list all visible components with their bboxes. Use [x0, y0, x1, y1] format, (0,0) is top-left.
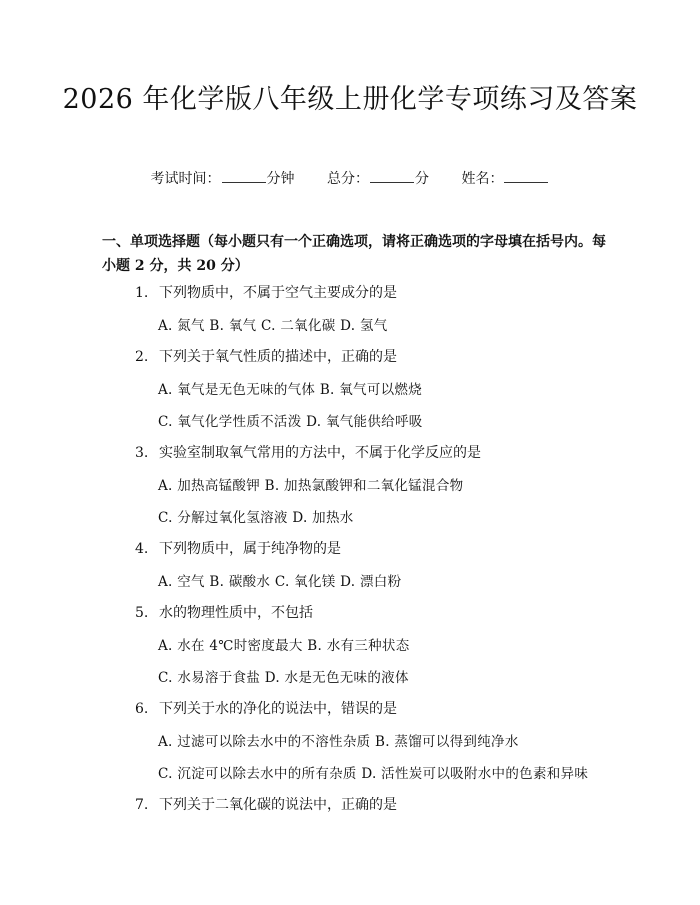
question-2: 2. 下列关于氧气性质的描述中，正确的是 — [135, 349, 397, 365]
question-5-options-cd: C. 水易溶于食盐 D. 水是无色无味的液体 — [158, 670, 409, 686]
question-7: 7. 下列关于二氧化碳的说法中，正确的是 — [135, 797, 397, 813]
time-blank — [222, 170, 266, 183]
score-blank — [370, 170, 414, 183]
section-heading: 一、单项选择题（每小题只有一个正确选项，请将正确选项的字母填在括号内。每小题 2 分，共 20 分） — [102, 234, 606, 274]
question-6: 6. 下列关于水的净化的说法中，错误的是 — [135, 701, 397, 717]
question-5-options-ab: A. 水在 4℃时密度最大 B. 水有三种状态 — [158, 638, 410, 654]
page-title: 2026 年化学版八年级上册化学专项练习及答案 — [62, 84, 638, 115]
question-3-options-ab: A. 加热高锰酸钾 B. 加热氯酸钾和二氧化锰混合物 — [158, 478, 464, 494]
question-4-options: A. 空气 B. 碳酸水 C. 氧化镁 D. 漂白粉 — [158, 574, 402, 590]
question-6-options-ab: A. 过滤可以除去水中的不溶性杂质 B. 蒸馏可以得到纯净水 — [158, 734, 519, 750]
exam-time: 考试时间： 分钟 — [150, 171, 295, 187]
question-3: 3. 实验室制取氧气常用的方法中，不属于化学反应的是 — [135, 445, 481, 461]
question-2-options-ab: A. 氧气是无色无味的气体 B. 氧气可以燃烧 — [158, 382, 423, 398]
question-6-options-cd: C. 沉淀可以除去水中的所有杂质 D. 活性炭可以吸附水中的色素和异味 — [158, 766, 589, 782]
question-1-options: A. 氮气 B. 氧气 C. 二氧化碳 D. 氢气 — [158, 318, 388, 334]
question-1: 1. 下列物质中，不属于空气主要成分的是 — [135, 285, 397, 301]
question-2-options-cd: C. 氧气化学性质不活泼 D. 氧气能供给呼吸 — [158, 414, 423, 430]
question-3-options-cd: C. 分解过氧化氢溶液 D. 加热水 — [158, 510, 354, 526]
total-score: 总分： 分 — [327, 171, 429, 187]
student-name: 姓名： — [461, 171, 549, 187]
exam-meta — [0, 168, 700, 188]
question-4: 4. 下列物质中，属于纯净物的是 — [135, 541, 341, 557]
question-5: 5. 水的物理性质中，不包括 — [135, 605, 313, 621]
name-blank — [504, 170, 548, 183]
